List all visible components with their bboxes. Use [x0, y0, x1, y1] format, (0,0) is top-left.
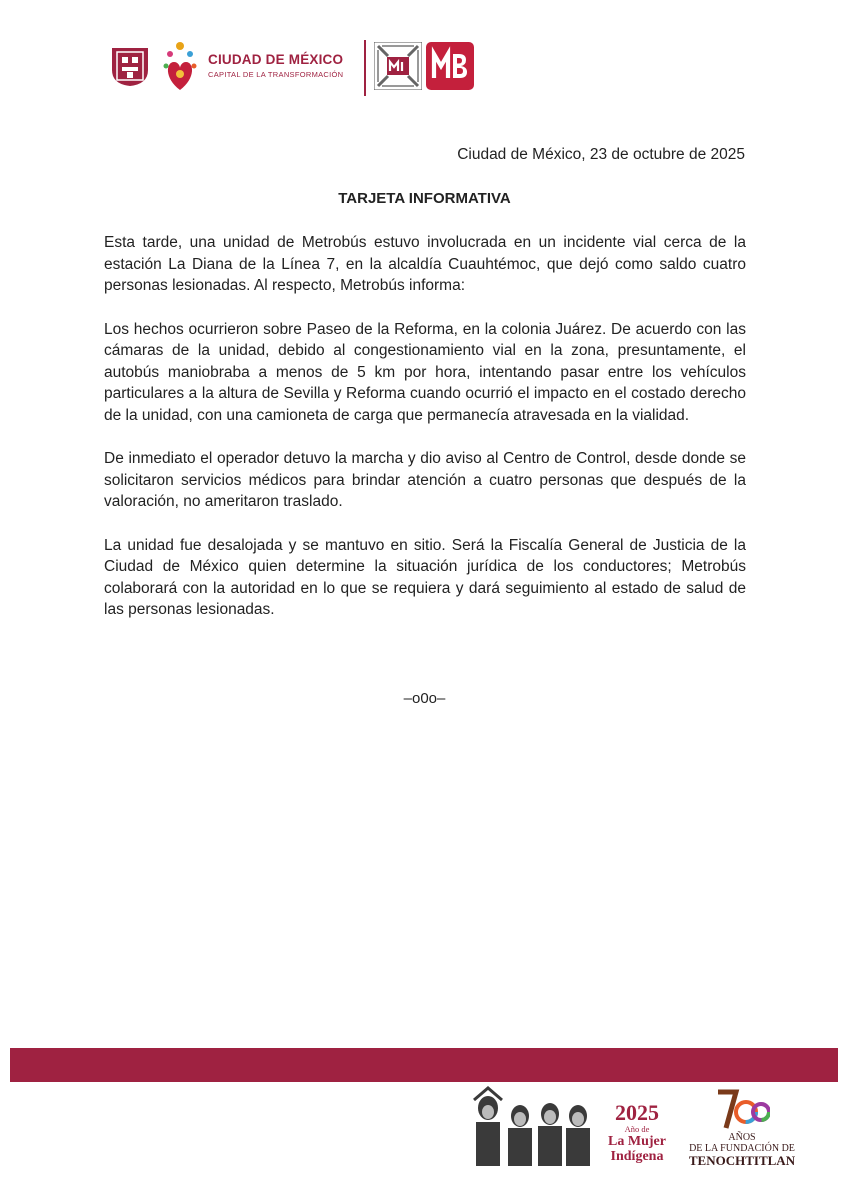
- anniversary-name: TENOCHTITLAN: [688, 1153, 796, 1168]
- org-slogan: CAPITAL DE LA TRANSFORMACIÓN: [208, 70, 344, 79]
- year-theme-line1: La Mujer: [608, 1134, 666, 1149]
- paragraph-facts: Los hechos ocurrieron sobre Paseo de la Reforma, en la colonia Juárez. De acuerdo con las cámaras de la unidad, debido al congestionamiento vial en la zona, presuntamente, el autobús maniobraba a menos de 5 km por hora, intentando pasar entre los vehículos particulares a la altura de Sevilla y Reforma cuando ocurrió el impacto en el costado derecho de la unidad, con una camioneta de carga que permanecía atravesada en la vialidad.: [104, 320, 746, 424]
- mi-logo-icon: [374, 42, 422, 90]
- anniversary-label: AÑOS: [728, 1132, 756, 1143]
- cdmx-shield-icon: [108, 44, 152, 88]
- year-block: [604, 1102, 670, 1164]
- document-title: TARJETA INFORMATIVA: [338, 190, 511, 207]
- anniversary-line: DE LA FUNDACIÓN DE: [689, 1143, 795, 1154]
- paragraph-response: De inmediato el operador detuvo la marcha y dio aviso al Centro de Control, desde donde se solicitaron servicios médicos para brindar atención a cuatro personas que después de la valoración, no ameritaron traslado.: [104, 450, 746, 510]
- year-theme-line2: Indígena: [610, 1149, 664, 1164]
- footer-band: [10, 1048, 838, 1082]
- seven-hundred-emblem-icon: [714, 1088, 770, 1132]
- closing-mark: –o0o–: [403, 690, 446, 707]
- date-line: Ciudad de México, 23 de octubre de 2025: [457, 146, 745, 163]
- header-divider: [364, 40, 366, 96]
- paragraph-intro: Esta tarde, una unidad de Metrobús estuvo involucrada en un incidente vial cerca de la estación La Diana de la Línea 7, en la alcaldía Cuauhtémoc, que dejó como saldo cuatro personas lesionadas. Al respecto, Metrobús informa:: [104, 234, 746, 294]
- org-name: CIUDAD DE MÉXICO: [208, 52, 344, 67]
- year-subtitle: Año de: [624, 1124, 650, 1134]
- anniversary-block: [684, 1088, 800, 1168]
- heart-emblem-icon: [160, 38, 200, 94]
- paragraph-followup: La unidad fue desalojada y se mantuvo en sitio. Será la Fiscalía General de Justicia de la Ciudad de México quien determine la situación jurídica de los conductores; Metrobús colaborará con la autoridad en lo que se requiera y dará seguimiento al estado de salud de las personas lesionadas.: [104, 536, 746, 618]
- document-body: [104, 232, 746, 643]
- year-number: 2025: [615, 1100, 659, 1125]
- mb-logo-icon: [426, 42, 474, 90]
- indigenous-women-illustration-icon: [468, 1086, 598, 1166]
